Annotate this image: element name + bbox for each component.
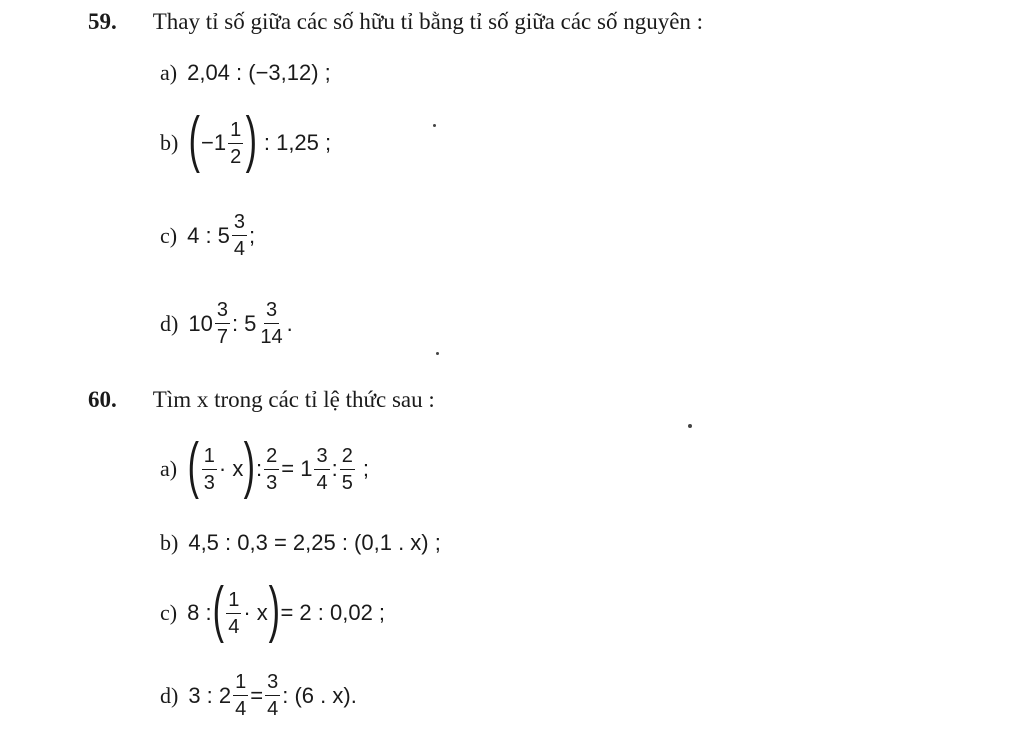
numerator: 1 — [228, 120, 243, 144]
denominator: 3 — [266, 471, 278, 494]
denominator: 14 — [260, 326, 283, 348]
right-paren: ) — [245, 105, 258, 174]
expression-lead: 8 : — [187, 600, 212, 625]
variable-x: · x — [218, 456, 244, 481]
item-label: c) — [160, 600, 178, 625]
ex59-item-c — [160, 212, 255, 259]
scan-speck — [436, 352, 439, 355]
left-paren: ( — [187, 431, 200, 500]
ex59-item-b — [160, 105, 332, 174]
expression-tail: : (6 . x). — [282, 682, 357, 708]
colon: : — [255, 456, 263, 481]
expression-lead: 4 : 5 — [187, 222, 230, 248]
expression-tail: . — [286, 310, 293, 336]
denominator: 5 — [341, 471, 353, 494]
colon: : — [331, 456, 338, 481]
fraction-2 — [258, 300, 284, 347]
exercise-59-heading — [88, 10, 703, 33]
denominator: 7 — [216, 326, 228, 348]
ex59-item-d — [160, 300, 293, 347]
negative-whole: −1 — [200, 130, 227, 155]
ex60-item-a — [160, 431, 369, 500]
numerator: 3 — [232, 212, 247, 236]
exercise-title: Thay tỉ số giữa các số hữu tỉ bằng tỉ số giữa các số nguyên : — [152, 9, 704, 34]
variable-x: · x — [243, 600, 268, 625]
right-paren: ) — [243, 431, 256, 500]
denominator: 2 — [230, 145, 242, 168]
numerator: 3 — [215, 300, 230, 324]
left-paren: ( — [212, 575, 224, 644]
fraction — [226, 590, 241, 637]
fraction — [228, 120, 243, 167]
ex60-item-d — [160, 672, 357, 719]
item-label: c) — [160, 222, 178, 248]
ex60-item-b — [160, 532, 441, 554]
fraction-1 — [233, 672, 248, 719]
expression-mid: : 5 — [231, 310, 257, 336]
numerator: 1 — [226, 590, 241, 614]
exercise-number: 59. — [88, 9, 117, 34]
numerator: 1 — [233, 672, 248, 696]
numerator: 2 — [340, 446, 355, 470]
item-label: b) — [160, 130, 179, 155]
ex59-item-a — [160, 62, 331, 84]
denominator: 3 — [203, 471, 215, 494]
expression: 2,04 : (−3,12) ; — [187, 60, 331, 85]
expression-tail: = 2 : 0,02 ; — [280, 600, 386, 625]
scan-speck — [688, 424, 692, 428]
numerator: 1 — [202, 446, 217, 470]
ex60-item-c — [160, 575, 386, 644]
exercise-60-heading — [88, 388, 435, 411]
fraction-1 — [215, 300, 230, 347]
equals-whole: = 1 — [281, 456, 313, 481]
expression-tail: : 1,25 ; — [263, 130, 332, 155]
scan-speck — [433, 124, 436, 127]
expression-tail: ; — [249, 222, 256, 248]
numerator: 3 — [264, 300, 279, 324]
equals: = — [250, 682, 264, 708]
denominator: 4 — [316, 471, 328, 494]
right-paren: ) — [268, 575, 280, 644]
expression: 4,5 : 0,3 = 2,25 : (0,1 . x) ; — [188, 530, 441, 555]
item-label: d) — [160, 682, 179, 708]
item-label: a) — [160, 456, 178, 481]
expression-tail: ; — [362, 456, 369, 481]
denominator: 4 — [235, 698, 247, 720]
numerator: 2 — [264, 446, 279, 470]
fraction-3 — [314, 446, 329, 493]
item-label: d) — [160, 310, 179, 336]
fraction-2 — [265, 672, 280, 719]
left-paren: ( — [188, 105, 201, 174]
fraction-4 — [340, 446, 355, 493]
denominator: 4 — [267, 698, 279, 720]
numerator: 3 — [314, 446, 329, 470]
fraction — [232, 212, 247, 259]
denominator: 4 — [233, 238, 246, 260]
numerator: 3 — [265, 672, 280, 696]
item-label: a) — [160, 60, 178, 85]
item-label: b) — [160, 530, 179, 555]
denominator: 4 — [228, 615, 240, 638]
expression-lead: 10 — [188, 310, 213, 336]
fraction-1 — [202, 446, 217, 493]
exercise-title: Tìm x trong các tỉ lệ thức sau : — [152, 387, 435, 412]
expression-lead: 3 : 2 — [188, 682, 232, 708]
fraction-2 — [264, 446, 279, 493]
exercise-number: 60. — [88, 387, 117, 412]
